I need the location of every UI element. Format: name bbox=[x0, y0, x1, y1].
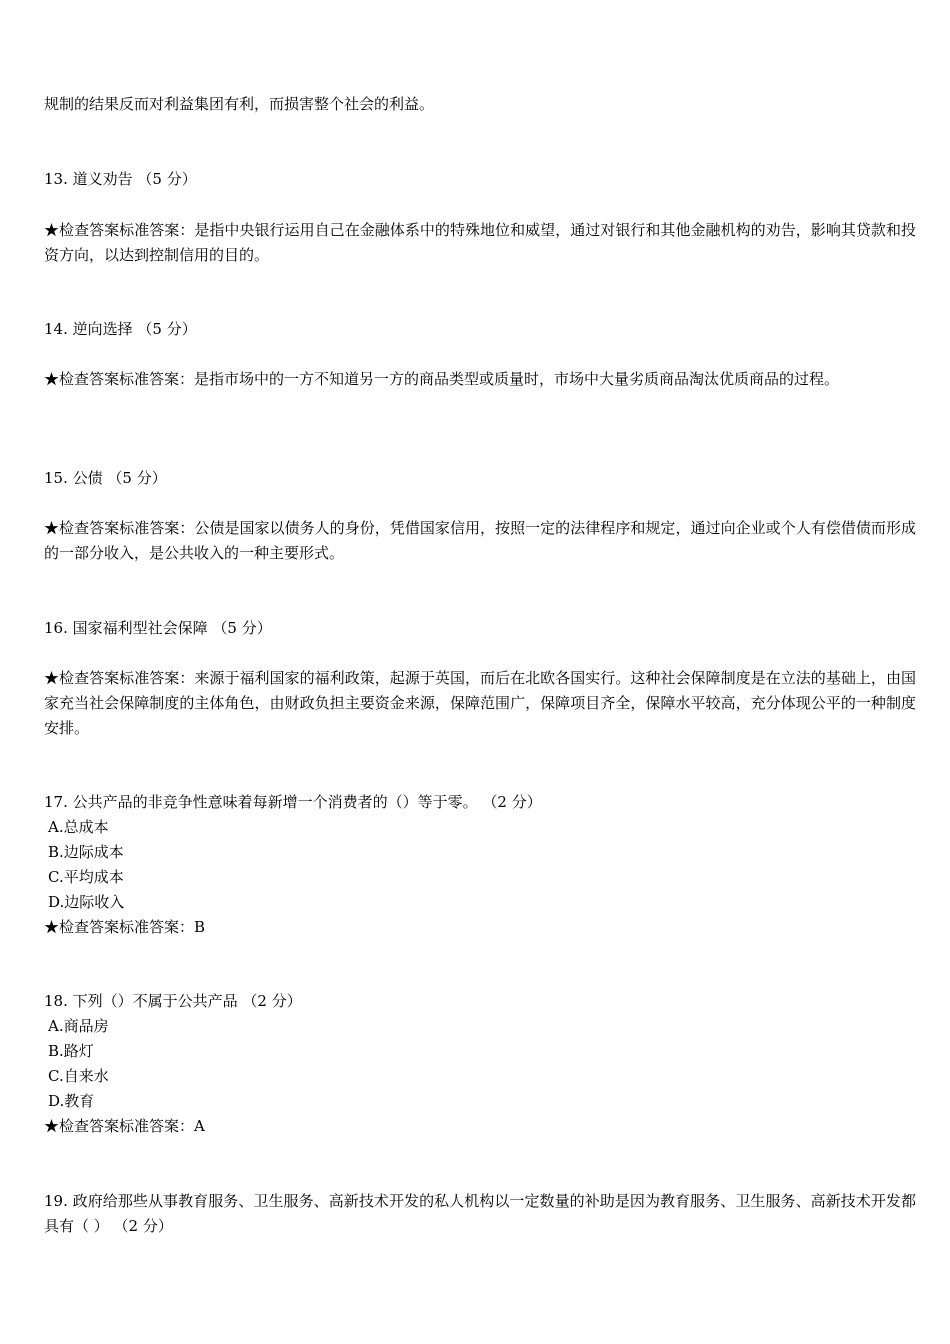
question-18-option-a: A.商品房 bbox=[48, 1017, 109, 1035]
question-17-option-b: B.边际成本 bbox=[48, 843, 124, 861]
question-15-answer: ★检查答案标准答案：公债是国家以债务人的身份，凭借国家信用，按照一定的法律程序和规定，通过向企业或个人有偿借债而形成的一部分收入，是公共收入的一种主要形式。 bbox=[44, 519, 916, 562]
question-14-title: 14. 逆向选择 （5 分） bbox=[44, 320, 197, 338]
question-19-title: 19. 政府给那些从事教育服务、卫生服务、高新技术开发的私人机构以一定数量的补助是因为教育服务、卫生服务、高新技术开发都具有（ ） （2 分） bbox=[44, 1192, 916, 1235]
intro-text: 规制的结果反而对利益集团有利，而损害整个社会的利益。 bbox=[44, 95, 435, 113]
question-13-title: 13. 道义劝告 （5 分） bbox=[44, 170, 197, 188]
question-18-answer: ★检查答案标准答案：A bbox=[44, 1117, 205, 1135]
question-18-option-b: B.路灯 bbox=[48, 1042, 94, 1060]
question-18-title: 18. 下列（）不属于公共产品 （2 分） bbox=[44, 992, 302, 1010]
question-18-option-c: C.自来水 bbox=[48, 1067, 109, 1085]
question-17-title: 17. 公共产品的非竞争性意味着每新增一个消费者的（）等于零。 （2 分） bbox=[44, 793, 542, 811]
question-18-option-d: D.教育 bbox=[48, 1092, 95, 1110]
question-16-answer: ★检查答案标准答案：来源于福利国家的福利政策，起源于英国，而后在北欧各国实行。这种社会保障制度是在立法的基础上，由国家充当社会保障制度的主体角色，由财政负担主要资金来源，保障范围广，保障项目齐全，保障水平较高，充分体现公平的一种制度安排。 bbox=[44, 669, 916, 737]
question-13-answer: ★检查答案标准答案：是指中央银行运用自己在金融体系中的特殊地位和威望，通过对银行和其他金融机构的劝告，影响其贷款和投资方向，以达到控制信用的目的。 bbox=[44, 221, 916, 264]
question-14-answer: ★检查答案标准答案：是指市场中的一方不知道另一方的商品类型或质量时，市场中大量劣质商品淘汰优质商品的过程。 bbox=[44, 370, 840, 388]
question-17-answer: ★检查答案标准答案：B bbox=[44, 918, 206, 936]
question-17-option-a: A.总成本 bbox=[48, 818, 109, 836]
question-17-option-c: C.平均成本 bbox=[48, 868, 124, 886]
question-17-option-d: D.边际收入 bbox=[48, 893, 125, 911]
question-15-title: 15. 公债 （5 分） bbox=[44, 469, 167, 487]
question-16-title: 16. 国家福利型社会保障 （5 分） bbox=[44, 619, 272, 637]
